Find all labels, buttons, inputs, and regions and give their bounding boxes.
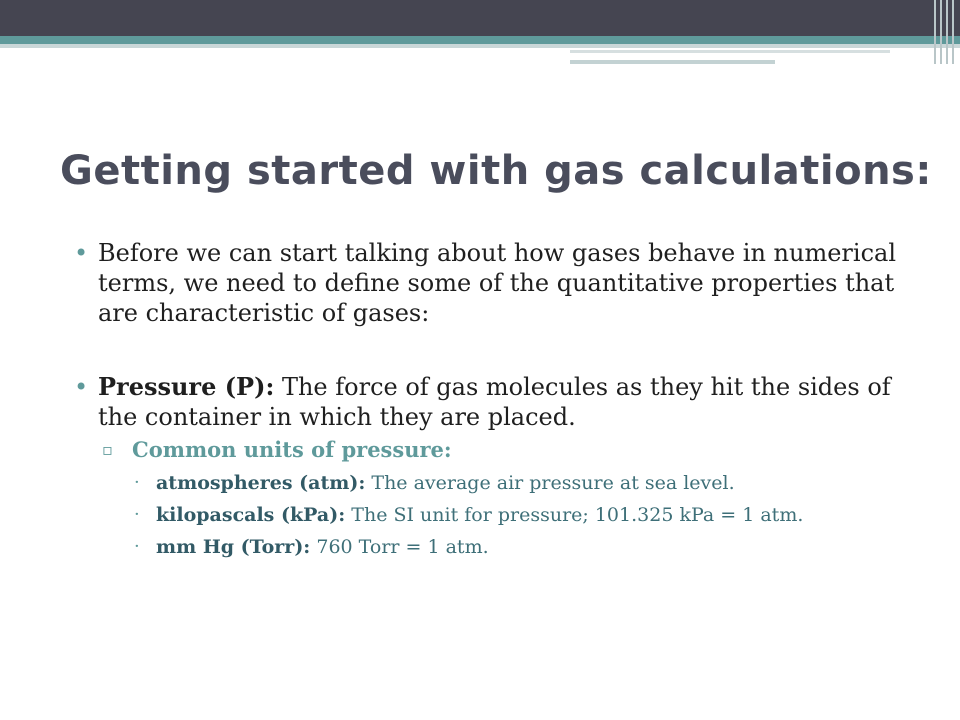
unit-text: The average air pressure at sea level. bbox=[371, 472, 735, 494]
slide-title: Getting started with gas calculations: bbox=[60, 148, 932, 194]
unit-term: atmospheres (atm): bbox=[156, 472, 366, 494]
unit-term: mm Hg (Torr): bbox=[156, 536, 311, 558]
corner-decor-lines bbox=[930, 0, 960, 64]
header-accent-stripe bbox=[0, 36, 960, 44]
unit-item-mmhg bbox=[72, 534, 912, 560]
subheading-text: Common units of pressure: bbox=[132, 437, 452, 462]
diamond-bullet-icon: · bbox=[134, 504, 140, 525]
square-bullet-icon: ▫ bbox=[102, 440, 113, 459]
header-band bbox=[0, 0, 960, 36]
diamond-bullet-icon: · bbox=[134, 536, 140, 557]
bullet-dot: • bbox=[74, 373, 89, 401]
unit-item-kpa bbox=[72, 502, 912, 528]
bullet-pressure bbox=[72, 372, 912, 432]
pressure-term: Pressure (P): bbox=[98, 372, 275, 401]
diamond-bullet-icon: · bbox=[134, 472, 140, 493]
bullet-intro bbox=[72, 238, 912, 328]
header-decor-line-2 bbox=[570, 60, 775, 64]
subheading-units bbox=[72, 436, 912, 464]
unit-term: kilopascals (kPa): bbox=[156, 504, 346, 526]
unit-text: 760 Torr = 1 atm. bbox=[316, 536, 489, 558]
header-decor-line-1 bbox=[570, 50, 890, 53]
unit-item-atm bbox=[72, 470, 912, 496]
pressure-definition: The force of gas molecules as they hit the sides of the container in which they are placed. bbox=[98, 373, 891, 431]
bullet-intro-text: Before we can start talking about how gases behave in numerical terms, we need to define some of the quantitative properties that are characteristic of gases: bbox=[98, 239, 896, 327]
header-light-stripe bbox=[0, 44, 960, 48]
unit-text: The SI unit for pressure; 101.325 kPa = 1 atm. bbox=[351, 504, 804, 526]
bullet-dot: • bbox=[74, 239, 89, 267]
slide-body bbox=[72, 238, 912, 560]
